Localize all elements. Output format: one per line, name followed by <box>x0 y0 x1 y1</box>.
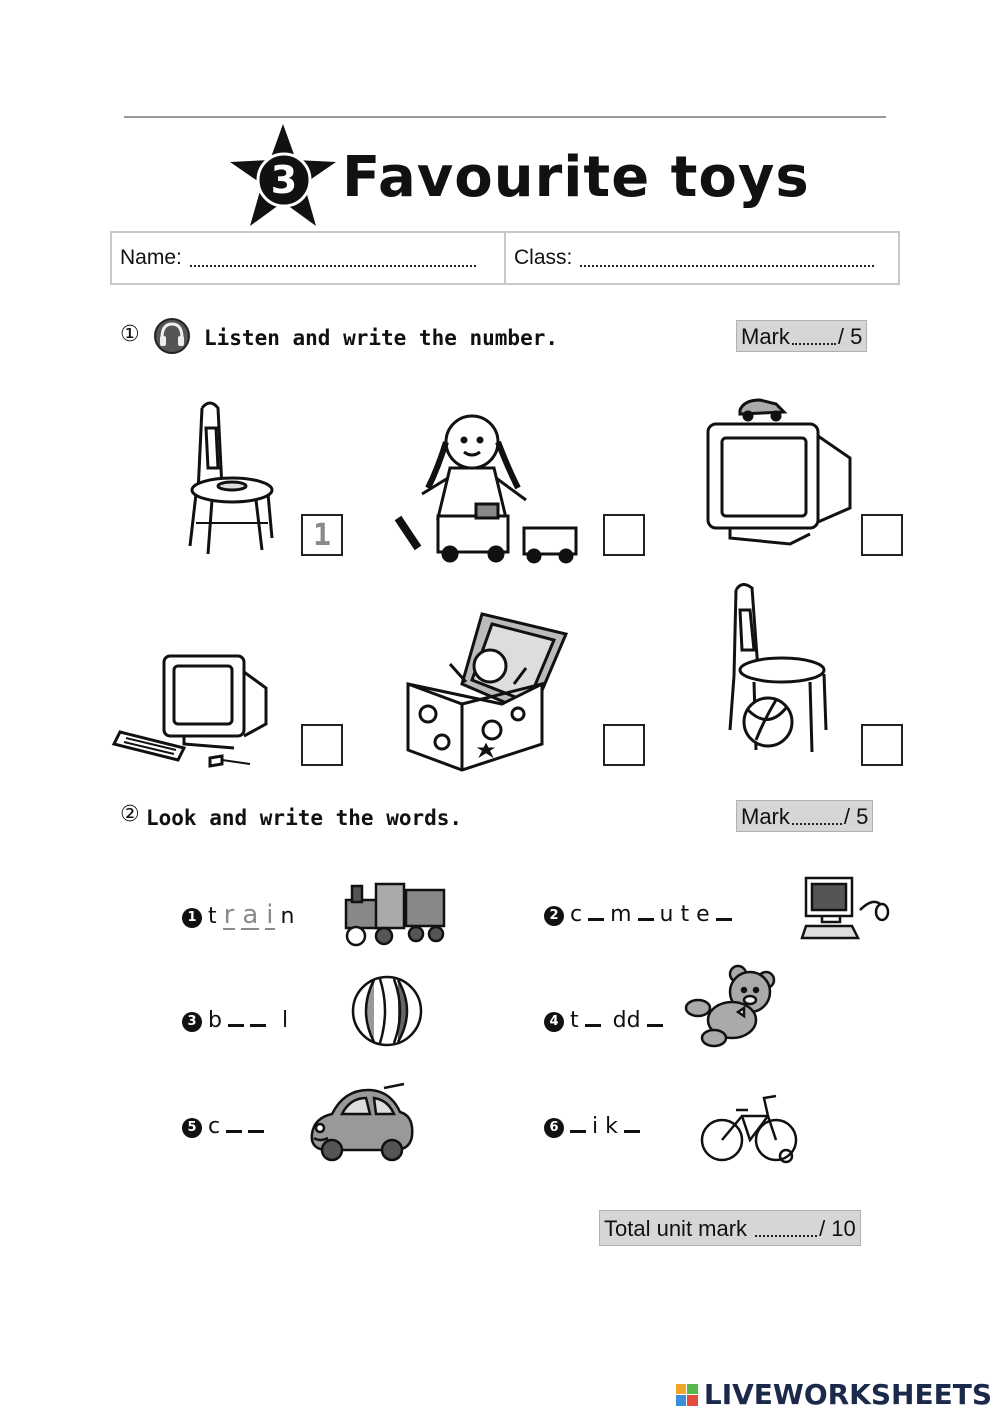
exercise1-instruction: Listen and write the number. <box>204 326 559 350</box>
word-item-1 <box>182 902 294 930</box>
letter: n <box>280 904 295 929</box>
top-divider <box>124 116 886 118</box>
mark-label: Mark <box>741 804 790 829</box>
letter-blank[interactable] <box>248 1126 264 1133</box>
letter: t <box>208 904 217 929</box>
teddy-bear-icon <box>684 964 776 1052</box>
letter-blank[interactable] <box>624 1126 640 1133</box>
filled-letter[interactable]: i <box>266 900 274 930</box>
letter-blank[interactable] <box>638 914 654 921</box>
computer-with-car-icon <box>700 398 860 562</box>
brand-name: LIVEWORKSHEETS <box>703 1378 992 1411</box>
word-item-6 <box>544 1114 640 1140</box>
car-icon <box>304 1084 418 1168</box>
class-field[interactable] <box>580 261 874 267</box>
unit-number: 3 <box>270 158 298 202</box>
total-label: Total unit mark <box>604 1216 748 1241</box>
class-cell <box>504 233 898 283</box>
word-item-4 <box>544 1008 663 1034</box>
ball-icon <box>350 974 424 1052</box>
total-mark <box>599 1210 861 1246</box>
brand-logo <box>676 1378 992 1411</box>
page-title: Favourite toys <box>342 145 810 210</box>
filled-letter[interactable]: a <box>242 900 259 930</box>
exercise2-instruction: Look and write the words. <box>146 806 463 830</box>
mark-field[interactable] <box>792 329 836 345</box>
train-icon <box>340 876 450 952</box>
letter: dd <box>612 1008 641 1033</box>
letter-blank[interactable] <box>228 1020 244 1027</box>
letter: b <box>208 1008 222 1033</box>
name-field[interactable] <box>190 261 476 267</box>
letter: u t e <box>659 902 710 927</box>
item-number: 1 <box>182 908 202 928</box>
letter: c <box>570 902 583 927</box>
total-field[interactable] <box>755 1221 817 1237</box>
item-number: 3 <box>182 1012 202 1032</box>
letter-blank[interactable] <box>588 914 604 921</box>
mark-label: Mark <box>741 324 790 349</box>
mark-field[interactable] <box>792 809 842 825</box>
word-item-2 <box>544 902 732 928</box>
mark-total: / 5 <box>843 804 869 829</box>
liveworksheets-logo-icon <box>676 1384 698 1406</box>
computer-icon <box>800 876 896 946</box>
letter: t <box>570 1008 579 1033</box>
doll-and-train-icon <box>388 408 588 572</box>
answer-box-5[interactable] <box>603 724 645 766</box>
letter: l <box>281 1008 289 1033</box>
computer-keyboard-icon <box>114 652 274 776</box>
letter: m <box>610 902 632 927</box>
item-number: 5 <box>182 1118 202 1138</box>
answer-box-3[interactable] <box>861 514 903 556</box>
total-max: / 10 <box>819 1216 856 1241</box>
filled-letter[interactable]: r <box>223 900 235 930</box>
letter-blank[interactable] <box>585 1020 601 1027</box>
name-class-box <box>110 231 900 285</box>
exercise2-mark <box>736 800 873 832</box>
letter-blank[interactable] <box>570 1126 586 1133</box>
letter-blank[interactable] <box>250 1020 266 1027</box>
answer-box-1[interactable]: 1 <box>301 514 343 556</box>
name-cell <box>112 233 504 283</box>
listen-icon <box>152 316 192 360</box>
ball-under-chair-icon <box>726 580 836 764</box>
chair-icon <box>180 398 280 562</box>
item-number: 6 <box>544 1118 564 1138</box>
answer-box-6[interactable] <box>861 724 903 766</box>
letter-blank[interactable] <box>716 914 732 921</box>
exercise1-mark <box>736 320 867 352</box>
bike-icon <box>700 1090 800 1170</box>
word-item-5 <box>182 1114 264 1140</box>
item-number: 2 <box>544 906 564 926</box>
unit-star-icon <box>228 122 338 232</box>
name-label: Name: <box>120 246 182 269</box>
exercise1-number: ① <box>120 322 140 347</box>
letter-blank[interactable] <box>647 1020 663 1027</box>
item-number: 4 <box>544 1012 564 1032</box>
mark-total: / 5 <box>837 324 863 349</box>
letter-blank[interactable] <box>226 1126 242 1133</box>
class-label: Class: <box>514 246 573 269</box>
answer-box-4[interactable] <box>301 724 343 766</box>
letter: i k <box>592 1114 618 1139</box>
answer-box-2[interactable] <box>603 514 645 556</box>
exercise2-number: ② <box>120 802 140 827</box>
toy-box-icon <box>402 604 572 778</box>
word-item-3 <box>182 1008 288 1034</box>
letter: c <box>208 1114 221 1139</box>
